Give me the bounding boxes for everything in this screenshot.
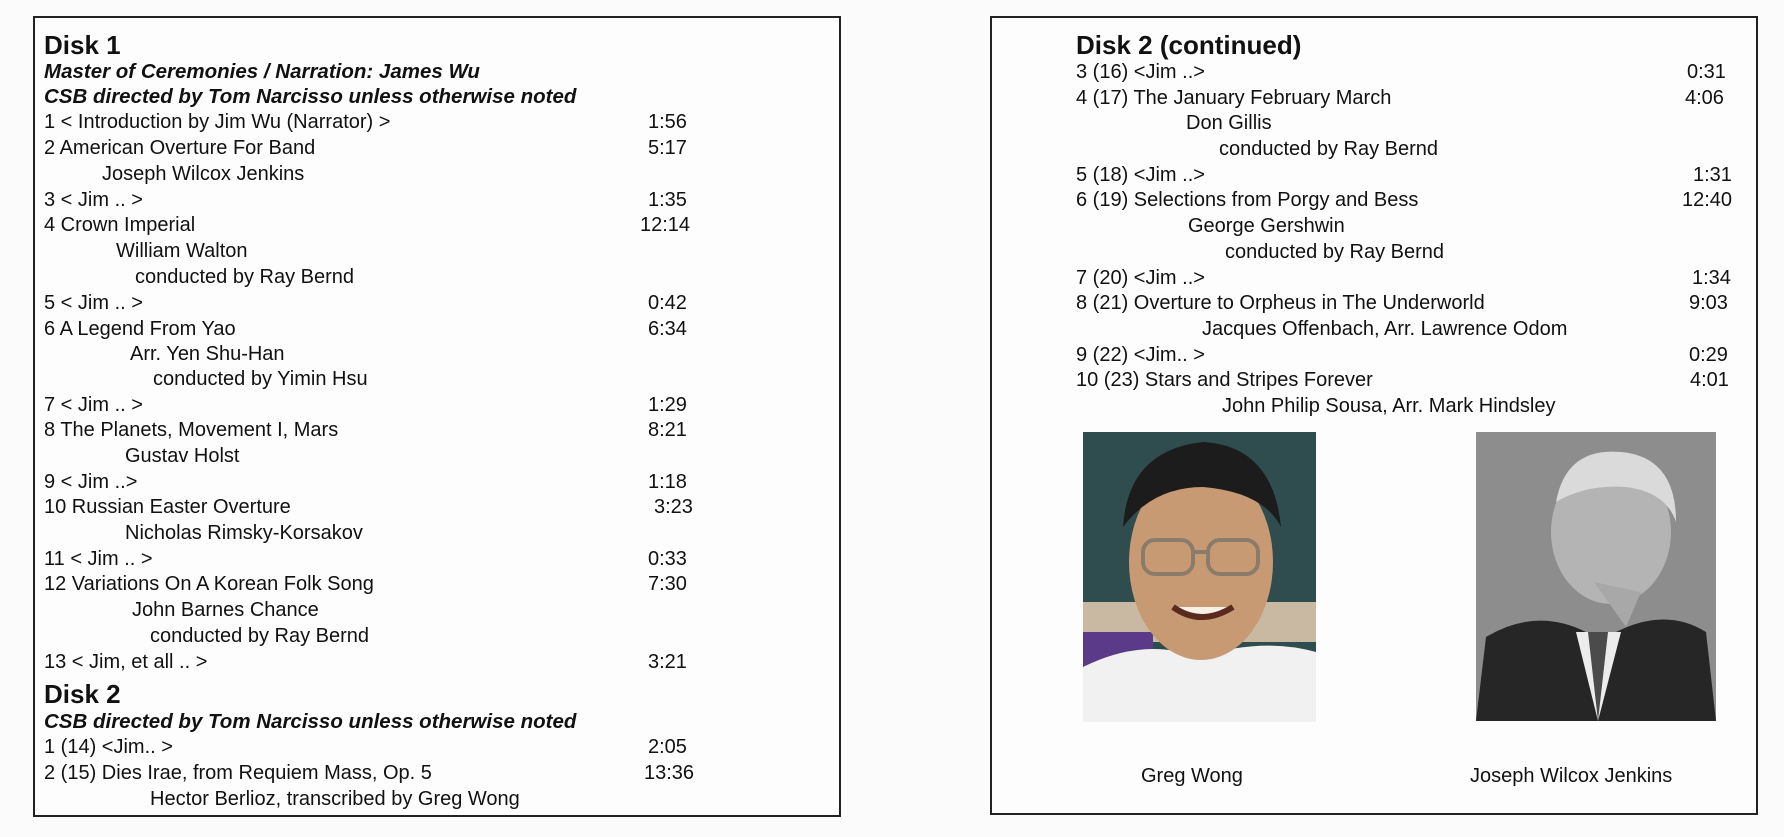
- track-title: 13 < Jim, et all .. >: [44, 651, 208, 673]
- track-composer: Gustav Holst: [125, 445, 240, 467]
- track-conductor: conducted by Ray Bernd: [135, 266, 355, 288]
- track-duration: 7:30: [648, 573, 687, 595]
- greg-wong-photo: [1083, 432, 1316, 722]
- track-title: 3 < Jim .. >: [44, 189, 143, 211]
- track-title: 4 Crown Imperial: [44, 214, 196, 236]
- track-duration: 6:34: [648, 318, 687, 340]
- track-duration: 12:14: [640, 214, 691, 236]
- disk1-heading: Disk 1: [44, 30, 121, 60]
- track-title: 5 (18) <Jim ..>: [1076, 164, 1205, 186]
- track-duration: 0:29: [1689, 344, 1728, 366]
- track-composer: Jacques Offenbach, Arr. Lawrence Odom: [1202, 318, 1568, 340]
- track-duration: 1:35: [648, 189, 687, 211]
- track-title: 5 < Jim .. >: [44, 292, 143, 314]
- disk2-directed-line: CSB directed by Tom Narcisso unless otherwise noted: [44, 710, 577, 733]
- track-conductor: conducted by Ray Bernd: [1219, 138, 1439, 160]
- track-title: 11 < Jim .. >: [44, 548, 153, 570]
- track-title: 1 < Introduction by Jim Wu (Narrator) >: [44, 111, 391, 133]
- track-duration: 1:56: [648, 111, 687, 133]
- track-duration: 2:05: [648, 736, 687, 758]
- track-duration: 1:31: [1693, 164, 1732, 186]
- track-title: 8 (21) Overture to Orpheus in The Underworld: [1076, 292, 1485, 314]
- track-title: 9 (22) <Jim.. >: [1076, 344, 1205, 366]
- track-duration: 12:40: [1682, 189, 1733, 211]
- track-title: 6 A Legend From Yao: [44, 318, 236, 340]
- disk2-continued-panel: [990, 16, 1758, 815]
- track-composer: Hector Berlioz, transcribed by Greg Wong: [150, 788, 520, 810]
- track-duration: 9:03: [1689, 292, 1728, 314]
- greg-wong-caption: Greg Wong: [1141, 765, 1243, 787]
- track-title: 10 Russian Easter Overture: [44, 496, 291, 518]
- disk2-continued-heading: Disk 2 (continued): [1076, 30, 1302, 60]
- track-duration: 0:33: [648, 548, 687, 570]
- track-title: 10 (23) Stars and Stripes Forever: [1076, 369, 1373, 391]
- disk1-panel: [33, 16, 841, 817]
- track-title: 2 American Overture For Band: [44, 137, 316, 159]
- track-duration: 8:21: [648, 419, 687, 441]
- track-duration: 4:06: [1685, 87, 1724, 109]
- track-title: 7 < Jim .. >: [44, 394, 143, 416]
- track-title: 4 (17) The January February March: [1076, 87, 1392, 109]
- track-title: 2 (15) Dies Irae, from Requiem Mass, Op. 5: [44, 762, 432, 784]
- disk1-directed-line: CSB directed by Tom Narcisso unless otherwise noted: [44, 85, 577, 108]
- track-composer: William Walton: [116, 240, 248, 262]
- track-duration: 1:18: [648, 471, 687, 493]
- track-duration: 1:34: [1692, 267, 1731, 289]
- track-title: 1 (14) <Jim.. >: [44, 736, 173, 758]
- track-title: 9 < Jim ..>: [44, 471, 138, 493]
- track-title: 12 Variations On A Korean Folk Song: [44, 573, 374, 595]
- track-duration: 3:23: [654, 496, 693, 518]
- track-duration: 3:21: [648, 651, 687, 673]
- track-conductor: conducted by Yimin Hsu: [153, 368, 368, 390]
- track-title: 6 (19) Selections from Porgy and Bess: [1076, 189, 1419, 211]
- track-title: 8 The Planets, Movement I, Mars: [44, 419, 339, 441]
- track-title: 3 (16) <Jim ..>: [1076, 61, 1205, 83]
- track-duration: 0:42: [648, 292, 687, 314]
- track-duration: 4:01: [1690, 369, 1729, 391]
- track-duration: 1:29: [648, 394, 687, 416]
- track-composer: Arr. Yen Shu-Han: [130, 343, 285, 365]
- track-conductor: conducted by Ray Bernd: [150, 625, 370, 647]
- joseph-wilcox-jenkins-photo: [1476, 432, 1716, 721]
- track-duration: 0:31: [1687, 61, 1726, 83]
- track-duration: 13:36: [644, 762, 695, 784]
- disk1-mc-line: Master of Ceremonies / Narration: James Wu: [44, 60, 480, 83]
- disk2-heading: Disk 2: [44, 679, 121, 709]
- joseph-wilcox-jenkins-caption: Joseph Wilcox Jenkins: [1470, 765, 1673, 787]
- track-composer: John Barnes Chance: [132, 599, 319, 621]
- track-composer: Nicholas Rimsky-Korsakov: [125, 522, 363, 544]
- track-composer: Don Gillis: [1186, 112, 1272, 134]
- track-title: 7 (20) <Jim ..>: [1076, 267, 1205, 289]
- track-composer: Joseph Wilcox Jenkins: [102, 163, 305, 185]
- track-composer: George Gershwin: [1188, 215, 1345, 237]
- track-conductor: conducted by Ray Bernd: [1225, 241, 1445, 263]
- track-duration: 5:17: [648, 137, 687, 159]
- track-composer: John Philip Sousa, Arr. Mark Hindsley: [1222, 395, 1556, 417]
